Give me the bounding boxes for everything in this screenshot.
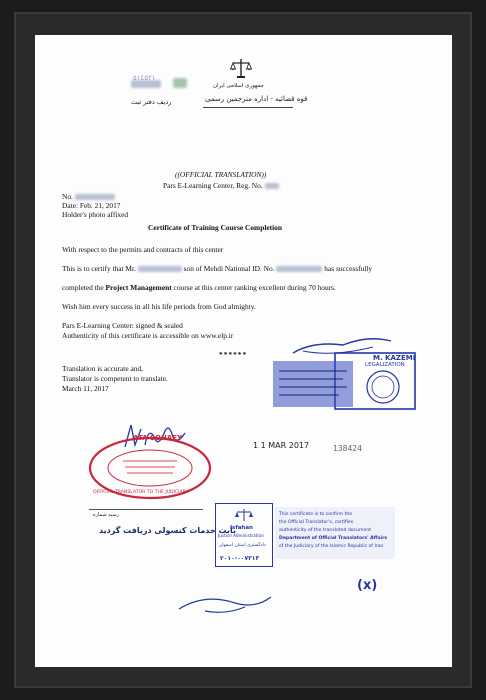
document-number: No. [62,193,115,200]
justice-admin-stamp: Isfahan Justice Administration دادگستری استان اصفهان ۲۰۱۰-۰۰۷۳۱۳ [215,503,273,567]
paragraph-certify: This is to certify that Mr. son of Mehdi National ID. No. has successfully [62,264,373,273]
paragraph-course: completed the Project Management course at this center ranking excellent during 70 hours. [62,283,336,292]
authenticity-line: Authenticity of this certificate is accessible on www.elp.ir [62,331,234,340]
register-row-label: ردیف دفتر ثبت [131,98,172,106]
x-mark: (x) [357,578,378,593]
judiciary-label: قوه قضائیه - اداره مترجمین رسمی [205,95,308,103]
bottom-signature [175,585,295,619]
judiciary-emblem-icon [230,57,252,79]
holder-name [138,266,182,272]
justice-scales-icon [235,508,253,522]
document-date: Date: Feb. 21, 2017 [62,201,121,210]
paragraph-permits: With respect to the permits and contracts of this center [62,245,224,254]
legalization-date-stamp: 1 1 MAR 2017 [253,441,310,450]
reference-number: ٥١٤٥٢١ [131,75,161,93]
certification-text-block: This certificate is to confirm the the Official Translator's, certifies authenticity of the translated document Department of Official Translators' Affairs of the Judiciary of the Islamic Republic of Iran [275,507,395,559]
translation-date: March 11, 2017 [62,384,109,393]
certificate-title: Certificate of Training Course Completion [148,223,282,232]
consular-receipt-stamp: رسید شماره بابت خدمات کنسولی دریافت گردید [89,509,203,542]
national-id [276,266,322,272]
translator-statement-1: Translation is accurate and, [62,364,144,373]
signed-sealed-line: Pars E-Learning Center: signed & sealed [62,321,183,330]
translator-statement-2: Translator is competent to translate. [62,374,168,383]
translator-seal-name: ATA SOHAEY [133,434,183,442]
issuer-line: Pars E-Learning Center, Reg. No. [163,182,279,189]
verification-link[interactable]: www.elp.ir [200,331,234,340]
legalization-name: M. KAZEMI [373,354,416,362]
paragraph-wishes: Wish him every success in all his life periods from God almighty. [62,302,256,311]
legalization-stamp [273,331,423,413]
reference-seal-blur [173,75,187,93]
republic-label: جمهوری اسلامی ایران [213,83,265,89]
certificate-page [35,35,452,667]
translator-seal-ring: OFFICIAL TRANSLATOR TO THE JUDICIARY [93,490,189,495]
legalization-label: LEGALIZATION [365,362,405,368]
official-translation-heading: ((OFFICIAL TRANSLATION)) [175,170,267,179]
header-underline [203,107,293,108]
serial-number: 138424 [333,444,362,453]
separator-stars: ****** [219,350,248,359]
photo-note: Holder's photo affixed [62,210,129,219]
